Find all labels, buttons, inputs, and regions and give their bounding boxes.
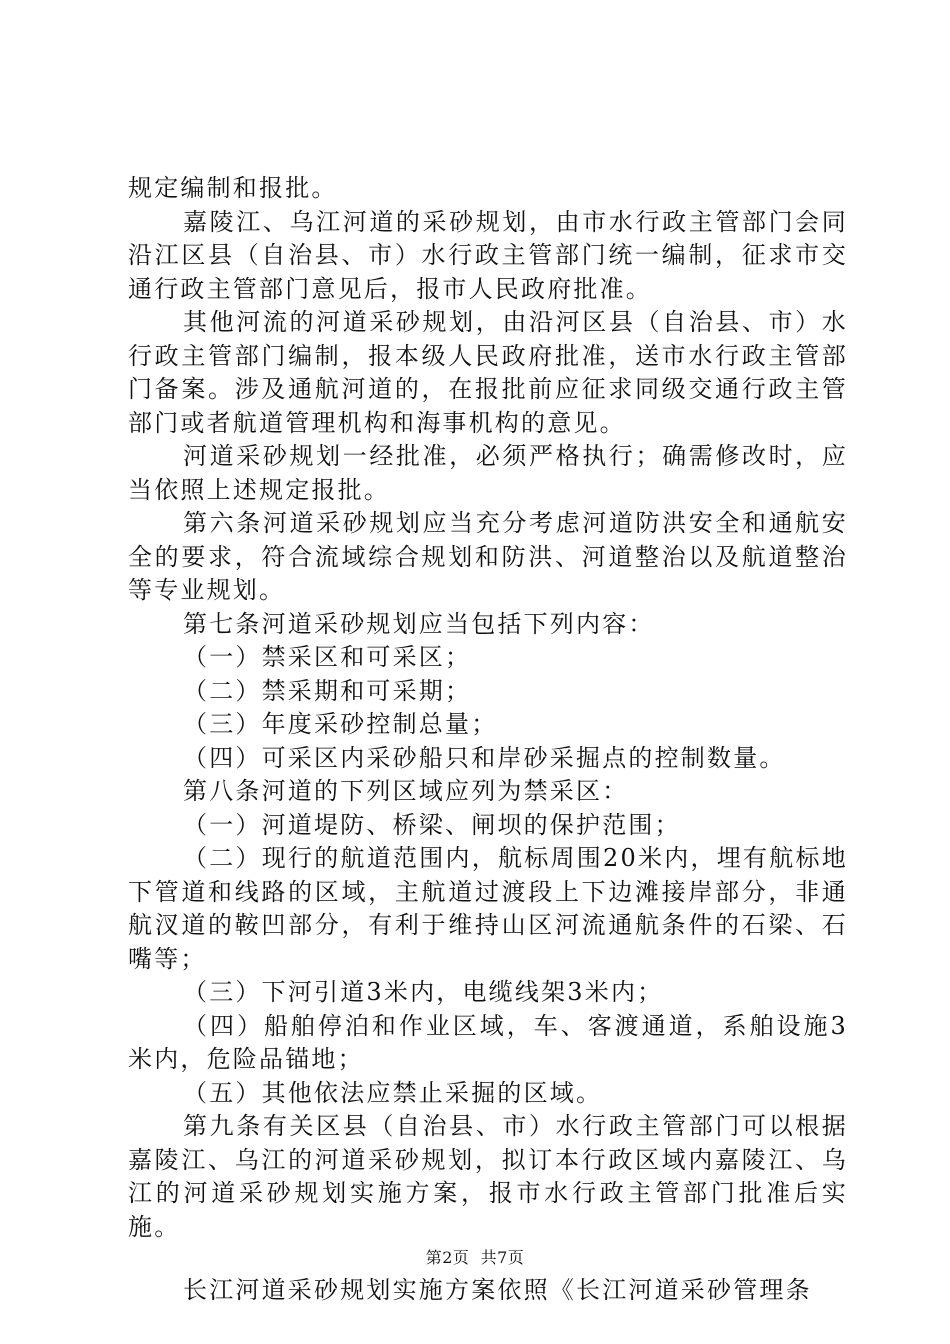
paragraph-plan-execution: 河道采砂规划一经批准，必须严格执行；确需修改时，应当依照上述规定报批。 xyxy=(128,442,848,504)
list-item-article-7-3: （三）年度采砂控制总量； xyxy=(183,710,498,738)
paragraph-other-rivers-plan: 其他河流的河道采砂规划，由沿河区县（自治县、市）水行政主管部门编制，报本级人民政府批准，送市水行政主管部门备案。涉及通航河道的，在报批前应征求同级交通行政主管部门或者航道管理机构和海事机构的意见。 xyxy=(128,308,848,437)
list-item-article-8-4: （四）船舶停泊和作业区域，车、客渡通道，系舶设施3米内，危险品锚地； xyxy=(128,1011,848,1073)
paragraph-article-8: 第八条河道的下列区域应列为禁采区： xyxy=(183,777,629,805)
list-item-article-8-5: （五）其他依法应禁止采掘的区域。 xyxy=(183,1078,603,1107)
document-body xyxy=(128,172,848,1308)
list-item-article-7-2: （二）禁采期和可采期； xyxy=(183,676,472,705)
list-item-article-8-3: （三）下河引道3米内，电缆线架3米内； xyxy=(183,978,664,1006)
list-item-article-7-4: （四）可采区内采砂船只和岸砂采掘点的控制数量。 xyxy=(183,743,786,772)
paragraph-article-9: 第九条有关区县（自治县、市）水行政主管部门可以根据嘉陵江、乌江的河道采砂规划，拟订本行政区域内嘉陵江、乌江的河道采砂规划实施方案，报市水行政主管部门批准后实施。 xyxy=(128,1112,848,1241)
list-item-article-8-2: （二）现行的航道范围内，航标周围20米内，埋有航标地下管道和线路的区域，主航道过渡段上下边滩接岸部分，非通航汊道的鞍凹部分，有利于维持山区河流通航条件的石梁、石嘴等； xyxy=(128,844,848,973)
page-number: 第2页 xyxy=(425,1248,470,1267)
paragraph-yangtze-plan: 长江河道采砂规划实施方案依照《长江河道采砂管理条 xyxy=(183,1276,812,1304)
paragraph-article-7: 第七条河道采砂规划应当包括下列内容： xyxy=(183,609,655,638)
paragraph-continuation: 规定编制和报批。 xyxy=(128,174,338,202)
page-footer xyxy=(0,1245,950,1268)
paragraph-jialing-wujiang-plan: 嘉陵江、乌江河道的采砂规划，由市水行政主管部门会同沿江区县（自治县、市）水行政主管部门统一编制，征求市交通行政主管部门意见后，报市人民政府批准。 xyxy=(128,207,848,303)
list-item-article-7-1: （一）禁采区和可采区； xyxy=(183,643,472,671)
list-item-article-8-1: （一）河道堤防、桥梁、闸坝的保护范围； xyxy=(183,810,681,839)
paragraph-article-6: 第六条河道采砂规划应当充分考虑河道防洪安全和通航安全的要求，符合流域综合规划和防洪、河道整治以及航道整治等专业规划。 xyxy=(128,509,848,604)
total-pages: 共7页 xyxy=(480,1248,525,1267)
